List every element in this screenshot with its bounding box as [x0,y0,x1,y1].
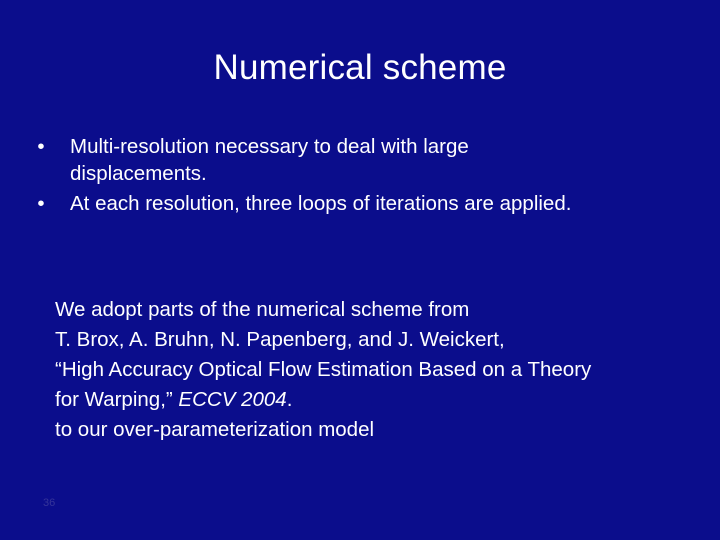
bullet-text-line: Multi-resolution necessary to deal with large [70,135,469,158]
slide-title: Numerical scheme [213,48,507,87]
bullet-item-multi-resolution [34,133,694,187]
citation-authors: T. Brox, A. Bruhn, N. Papenberg, and J. Weickert, [55,328,505,351]
citation-line: We adopt parts of the numerical scheme from [55,298,470,321]
bullet-list [34,133,694,220]
citation-title-end: for Warping,” [55,388,179,411]
bullet-text-line: At each resolution, three loops of iterations are applied. [70,192,572,215]
citation-period: . [286,388,293,411]
citation-title: “High Accuracy Optical Flow Estimation Based on a Theory [55,358,592,381]
citation-venue: ECCV 2004 [178,388,287,411]
page-number: 36 [43,497,56,509]
bullet-icon: • [37,135,45,158]
bullet-text-line: displacements. [70,162,207,185]
bullet-item-iterations [34,190,694,217]
citation-line: to our over-parameterization model [55,418,375,441]
citation-block [55,295,705,445]
citation-title-venue-line [55,385,705,415]
bullet-icon: • [37,192,45,215]
